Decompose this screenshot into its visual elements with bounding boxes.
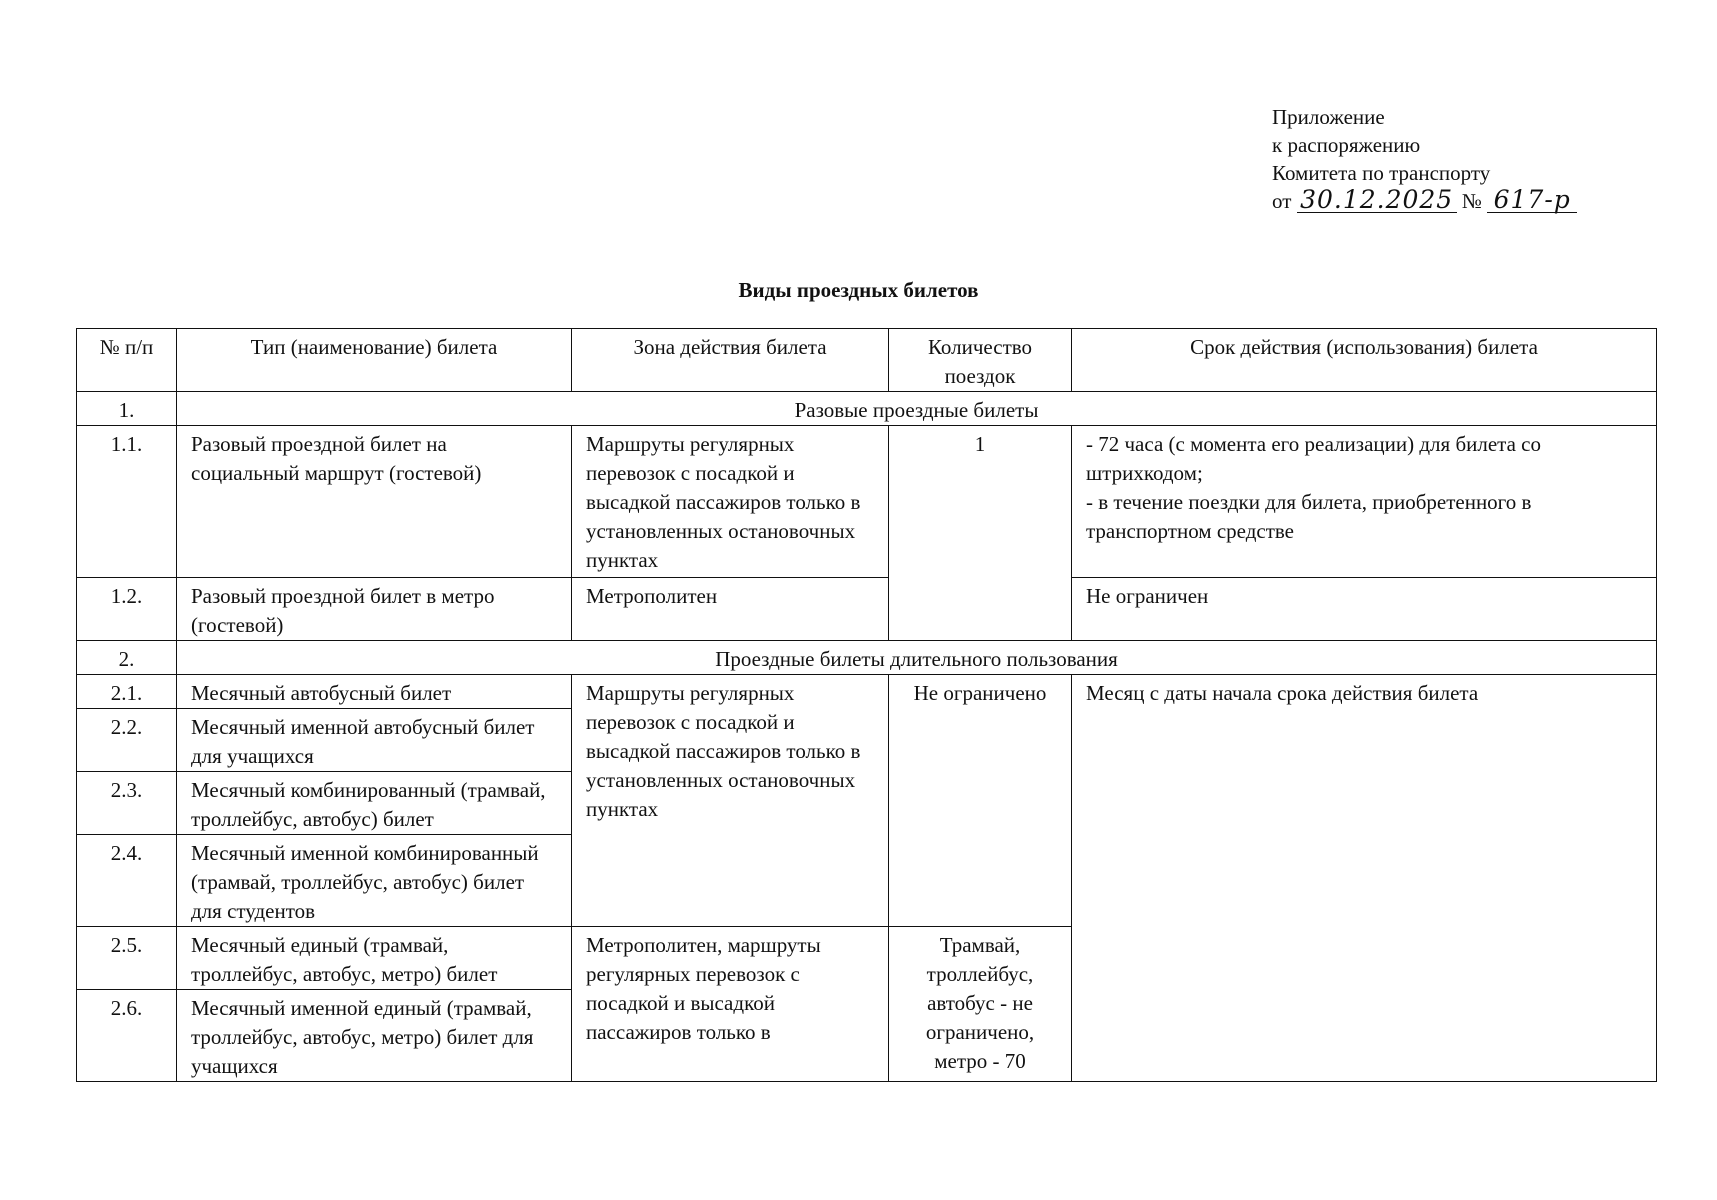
row-num: 2.1. xyxy=(77,675,177,709)
ticket-validity: Не ограничен xyxy=(1072,578,1657,641)
ticket-trips: 1 xyxy=(889,426,1072,641)
handwritten-date: 30.12.2025 xyxy=(1297,188,1457,213)
number-prefix: № xyxy=(1461,189,1482,213)
section-num: 1. xyxy=(77,392,177,426)
column-header-validity: Срок действия (использования) билета xyxy=(1072,329,1657,392)
tickets-table xyxy=(76,328,1657,1082)
date-prefix: от xyxy=(1272,189,1292,213)
section-num: 2. xyxy=(77,641,177,675)
ticket-type: Разовый проездной билет на социальный маршрут (гостевой) xyxy=(177,426,572,578)
ticket-validity: Месяц с даты начала срока действия билета xyxy=(1072,675,1657,1082)
row-num: 2.6. xyxy=(77,990,177,1082)
ticket-type: Месячный автобусный билет xyxy=(177,675,572,709)
section-row-2 xyxy=(77,641,1657,675)
appendix-date-line xyxy=(1272,187,1577,215)
column-header-trips: Количество поездок xyxy=(889,329,1072,392)
section-row-1 xyxy=(77,392,1657,426)
appendix-block xyxy=(1272,103,1577,215)
ticket-type: Месячный именной автобусный билет для учащихся xyxy=(177,709,572,772)
document-title: Виды проездных билетов xyxy=(738,278,979,302)
row-num: 2.3. xyxy=(77,772,177,835)
ticket-trips: Трамвай, троллейбус, автобус - не ограничено, метро - 70 xyxy=(889,927,1072,1082)
ticket-type: Месячный именной комбинированный (трамвай, троллейбус, автобус) билет для студентов xyxy=(177,835,572,927)
row-num: 2.2. xyxy=(77,709,177,772)
ticket-type: Месячный комбинированный (трамвай, троллейбус, автобус) билет xyxy=(177,772,572,835)
ticket-zone: Метрополитен, маршруты регулярных перевозок с посадкой и высадкой пассажиров только в xyxy=(572,927,889,1082)
column-header-num: № п/п xyxy=(77,329,177,392)
validity-line-2: - в течение поездки для билета, приобретенного в транспортном средстве xyxy=(1086,490,1532,543)
row-num: 2.4. xyxy=(77,835,177,927)
validity-line-1: - 72 часа (с момента его реализации) для билета со штрихкодом; xyxy=(1086,432,1541,485)
row-num: 2.5. xyxy=(77,927,177,990)
row-num: 1.2. xyxy=(77,578,177,641)
ticket-type: Месячный единый (трамвай, троллейбус, автобус, метро) билет xyxy=(177,927,572,990)
appendix-line-3: Комитета по транспорту xyxy=(1272,161,1491,185)
section-label: Проездные билеты длительного пользования xyxy=(177,641,1657,675)
column-header-type: Тип (наименование) билета xyxy=(177,329,572,392)
appendix-line-1: Приложение xyxy=(1272,105,1385,129)
column-header-zone: Зона действия билета xyxy=(572,329,889,392)
ticket-zone: Метрополитен xyxy=(572,578,889,641)
handwritten-number: 617-р xyxy=(1487,188,1577,213)
ticket-validity xyxy=(1072,426,1657,578)
section-label: Разовые проездные билеты xyxy=(177,392,1657,426)
table-header-row xyxy=(77,329,1657,392)
ticket-trips: Не ограничено xyxy=(889,675,1072,927)
row-num: 1.1. xyxy=(77,426,177,578)
ticket-type: Месячный именной единый (трамвай, троллейбус, автобус, метро) билет для учащихся xyxy=(177,990,572,1082)
table-row xyxy=(77,675,1657,709)
table-row xyxy=(77,578,1657,641)
table-row xyxy=(77,426,1657,578)
ticket-type: Разовый проездной билет в метро (гостевой) xyxy=(177,578,572,641)
appendix-line-2: к распоряжению xyxy=(1272,133,1421,157)
ticket-zone: Маршруты регулярных перевозок с посадкой и высадкой пассажиров только в установленных остановочных пунктах xyxy=(572,426,889,578)
ticket-zone: Маршруты регулярных перевозок с посадкой и высадкой пассажиров только в установленных остановочных пунктах xyxy=(572,675,889,927)
